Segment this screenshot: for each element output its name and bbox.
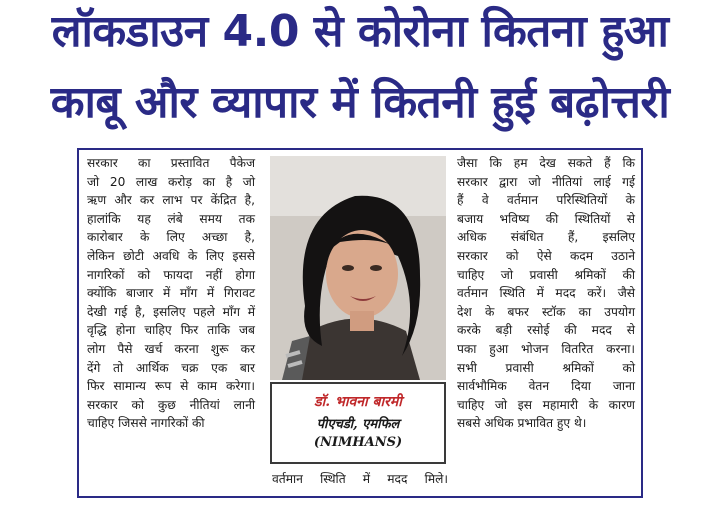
text-line: लेकिन छोटी अवधि के लिए इससे — [87, 248, 255, 263]
text-line: सरकार का प्रस्तावित पैकेज — [87, 156, 255, 170]
text-line: लोग पैसे खर्च करना शुरू कर — [87, 341, 255, 356]
author-caption — [270, 382, 446, 464]
text-line: जैसा कि हम देख सकते हैं कि — [457, 156, 635, 170]
text-line: चाहिए जो इस महामारी के कारण — [457, 397, 635, 412]
text-line: फिर सामान्य रूप से काम करेगा। — [87, 379, 255, 394]
text-line: सरकार को ऐसे कदम उठाने — [457, 248, 635, 263]
headline-line-1: लॉकडाउन 4.0 से कोरोना कितना हुआ — [51, 6, 669, 57]
text-line: ऋण और कर लाभ पर केंद्रित है, — [87, 193, 255, 208]
text-line: चाहिए जिससे नागरिकों की — [87, 416, 205, 431]
text-line: सरकार द्वारा जो नीतियां लाई गई — [457, 174, 635, 189]
text-line: देखी गई है, इसलिए पहले माँग में — [87, 304, 255, 319]
author-portrait — [270, 156, 446, 380]
text-line: जो 20 लाख करोड़ का है जो — [87, 174, 255, 189]
text-line: देंगे तो आर्थिक चक्र एक बार — [87, 360, 255, 375]
text-line: अधिक संबंधित हैं, इसलिए — [457, 230, 635, 245]
text-line: कारोबार के लिए अच्छा है, — [87, 230, 255, 245]
text-line: बजाय भविष्य की स्थितियों से — [457, 211, 635, 226]
text-line: वर्तमान स्थिति में मदद करें। जैसे — [457, 286, 635, 301]
author-degree: पीएचडी, एमफिल — [316, 417, 400, 432]
author-institute: (NIMHANS) — [313, 435, 403, 450]
text-line: सार्वभौमिक वेतन दिया जाना — [457, 379, 635, 394]
text-line: सरकार को कुछ नीतियां लानी — [87, 397, 255, 412]
text-line: देश के बफर स्टॉक का उपयोग — [457, 304, 635, 319]
text-line: हैं वे वर्तमान परिस्थितियों के — [457, 193, 635, 208]
text-line: वृद्धि होना चाहिए फिर ताकि जब — [87, 323, 255, 338]
right-column — [457, 154, 635, 433]
text-line: हालांकि यह लंबे समय तक — [87, 211, 255, 226]
text-line: चाहिए जो प्रवासी श्रमिकों की — [457, 267, 635, 282]
middle-continuation: वर्तमान स्थिति में मदद मिले। — [272, 472, 448, 486]
author-name: डॉ. भावना बारमी — [314, 394, 402, 410]
text-line: सबसे अधिक प्रभावित हुए थे। — [457, 416, 587, 431]
text-line: नागरिकों को फायदा नहीं होगा — [87, 267, 255, 282]
left-column — [87, 154, 255, 433]
text-line: करके बड़ी रसोई की मदद से — [457, 323, 635, 338]
text-line: क्योंकि बाजार में माँग में गिरावट — [87, 286, 255, 301]
headline-line-2: काबू और व्यापार में कितनी हुई बढ़ोत्तरी — [50, 77, 670, 128]
text-line: सभी प्रवासी श्रमिकों को — [457, 360, 635, 375]
text-line: पका हुआ भोजन वितरित करना। — [457, 341, 635, 356]
author-photo — [270, 156, 446, 380]
